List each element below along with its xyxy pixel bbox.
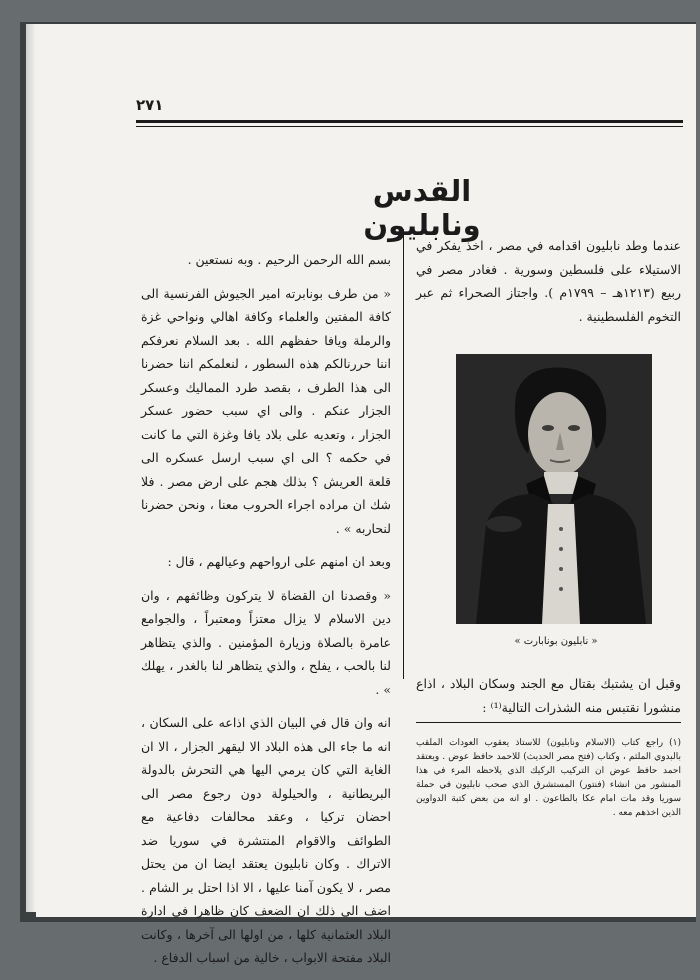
proclamation-paragraph-2: وبعد ان امنهم على ارواحهم وعيالهم ، قال :	[167, 554, 391, 569]
napoleon-portrait	[456, 354, 652, 624]
intro-paragraph	[416, 234, 681, 338]
transition-text: وقبل ان يشتبك بقتال مع الجند وسكان البلاد ، اذاع منشورا نقتبس منه الشذرات التالية⁽¹⁾ :	[416, 676, 681, 715]
footnote-text: راجع كتاب (الاسلام ونابليون) للاستاذ يعقوب العودات الملقب بالبدوي الملثم ، وكتاب (فتح مصر الحديث) للاحمد حافظ عوض . ويعتقد احمد حافظ عوض ان التركيب الركيك الذي يلاحظه المرء في هذا المنشور من انشاء (فنتور) المستشرق الذي صحب نابليون في حملة سوريا وقد مات امام عكا بالطاعون . او انه من بعض كتبة الدواوين الذين اخذهم معه .	[416, 738, 681, 818]
page-number: ٢٧١	[136, 96, 164, 114]
column-divider	[403, 229, 404, 679]
footnote	[416, 736, 681, 820]
header-rule	[136, 120, 683, 123]
portrait-caption: « نابليون بونابارت »	[514, 636, 598, 647]
proclamation-paragraph-4: انه وان قال في البيان الذي اذاعه على السكان ، انه ما جاء الى هذه البلاد الا ليقهر الجزار ، الا ان الغاية التي كان يرمي اليها هي التحرش بالدولة البريطانية ، والحيلولة دون رجوع مصر الى احضان تركيا ، وعقد محالفات دفاعية مع الطوائف والاقوام المنتشرة في سوريا ضد الاتراك . وكان نابليون يعتقد ايضا ان من يحتل مصر ، لا يكون آمنا عليها ، الا اذا احتل بر الشام . اضف الى ذلك ان الضعف كان ظاهرا في ادارة البلاد العثمانية كلها ، من اولها الى آخرها ، وكانت البلاد مفتحة الابواب ، خالية من اسباب الدفاع .	[141, 715, 391, 965]
article-title: القدس ونابليون	[363, 174, 481, 242]
header-rule-thin	[136, 126, 683, 127]
footnote-number: (١)	[669, 738, 681, 748]
intro-text: عندما وطد نابليون اقدامه في مصر ، اخذ يفكر في الاستيلاء على فلسطين وسورية . فغادر مصر في ربيع (١٢١٣هـ – ١٧٩٩م ). واجتاز الصحراء ثم عبر التخوم الفلسطينية .	[416, 238, 681, 324]
proclamation-opening: بسم الله الرحمن الرحيم . وبه نستعين .	[187, 252, 391, 267]
proclamation-paragraph-3: « وقصدنا ان القضاة لا يتركون وظائفهم ، وان دين الاسلام لا يزال معتزاً ومعتبراً ، والجوامع عامرة بالصلاة وزيارة المؤمنين . والذي يتظاهر لنا بالحب ، يفلح ، والذي يتظاهر لنا بالغدر ، يهلك » .	[141, 587, 391, 697]
book-page	[36, 24, 696, 965]
footnote-rule	[416, 722, 681, 723]
transition-paragraph	[416, 672, 681, 729]
portrait-image	[456, 354, 652, 624]
proclamation-column	[141, 248, 391, 980]
proclamation-paragraph-1: « من طرف بونابرته امير الجيوش الفرنسية الى كافة المفتين والعلماء وكافة اهالي ونواحي غزة والرملة ويافا حفظهم الله . بعد السلام نعرفكم اننا حررنالكم هذه السطور ، لنعلمكم اننا حضرنا الى هذا الطرف ، بقصد طرد المماليك وعسكر الجزار عنكم . والى اي سبب حضور عسكر الجزار ، وتعديه على بلاد يافا وغزة التي ما كانت في حكمه ؟ الى اي سبب ارسل عسكره الى قلعة العريش ؟ بذلك هجم على ارض مصر . فلا شك ان مراده اجراء الحروب معنا ، ونحن حضرنا لنحاربه » .	[141, 285, 391, 536]
